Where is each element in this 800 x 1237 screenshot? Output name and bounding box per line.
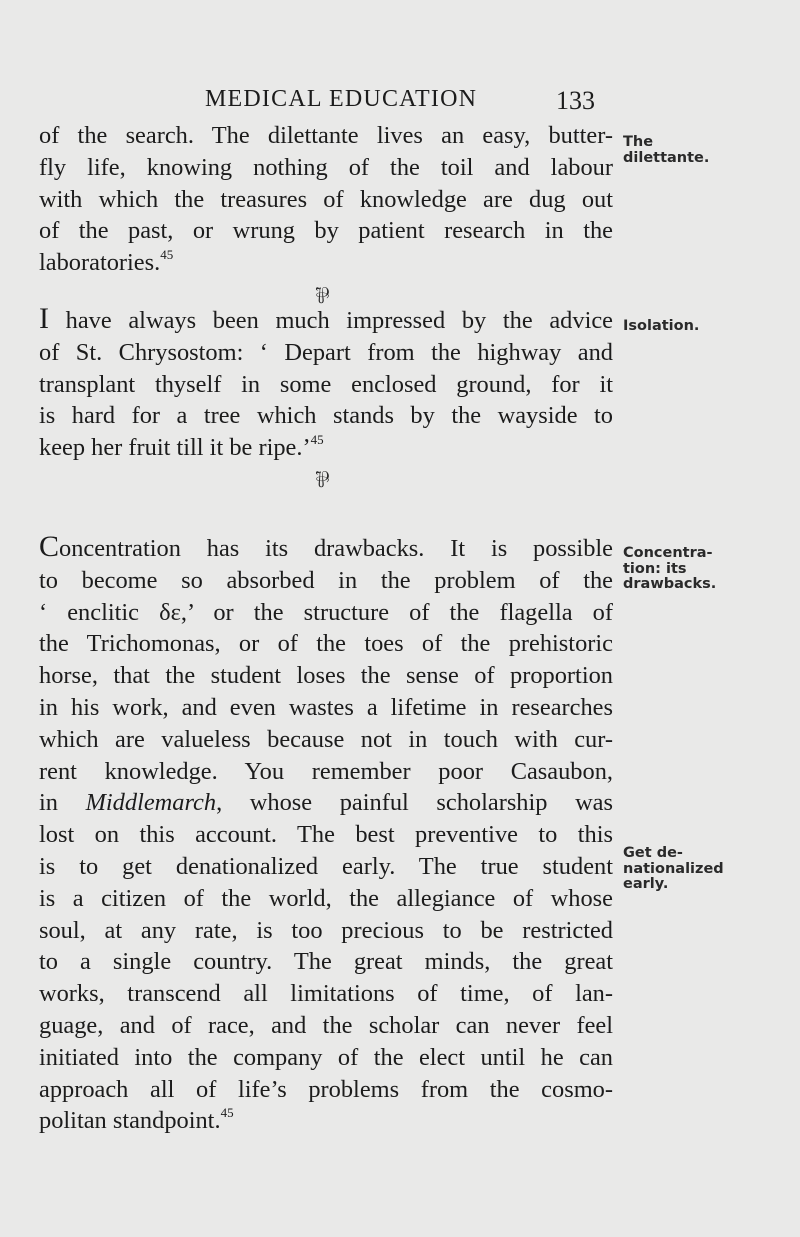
sidenote-line: early. <box>623 876 669 892</box>
sidenote-denationalized <box>623 846 793 893</box>
sidenote-line: Concentra- <box>623 545 713 561</box>
sidenote-line: Isolation. <box>623 318 700 334</box>
text-line: works, transcend all limitations of time, of lan- <box>39 980 613 1008</box>
text-line: to a single country. The great minds, the great <box>39 948 613 976</box>
dropcap: C <box>39 530 60 563</box>
text-line: lost on this account. The best preventive to this <box>39 821 613 849</box>
text-line: in Middlemarch, whose painful scholarship was <box>39 789 614 817</box>
running-title: MEDICAL EDUCATION <box>205 86 478 112</box>
sidenote-line: tion: its <box>623 560 687 577</box>
text-line: to become so absorbed in the problem of the <box>39 566 613 594</box>
text-line: with which the treasures of knowledge are dug out <box>39 185 613 213</box>
sidenote-line: nationalized <box>623 860 724 877</box>
text-line: is hard for a tree which stands by the wayside to <box>39 402 613 430</box>
text-line: Concentration has its drawbacks. It is possible <box>39 530 613 563</box>
text-line: transplant thyself in some enclosed ground, for it <box>39 370 613 398</box>
text-line: horse, that the student loses the sense of proportion <box>39 662 613 690</box>
text-line: of St. Chrysostom: ‘ Depart from the highway and <box>39 338 613 366</box>
paragraph-isolation <box>39 302 613 464</box>
text-line: which are valueless because not in touch with cur- <box>39 725 613 753</box>
page-number: 133 <box>556 86 595 115</box>
text-line: approach all of life’s problems from the cosmo- <box>39 1075 613 1103</box>
sidenote-isolation <box>623 319 793 335</box>
text-line: fly life, knowing nothing of the toil and labour <box>39 153 613 181</box>
sidenote-dilettante <box>623 135 793 166</box>
sidenote-line: drawbacks. <box>623 576 717 592</box>
dropcap: I <box>39 302 49 335</box>
footnote-ref: 45 <box>310 432 324 448</box>
sidenote-line: dilettante. <box>623 149 710 166</box>
text-line: politan standpoint.$^{45}$ <box>39 1105 234 1135</box>
text-line: I have always been much impressed by the advice <box>39 302 613 335</box>
text-line: keep her fruit till it be ripe.’$^{45}$ <box>39 432 324 462</box>
text-line: is to get denationalized early. The true student <box>39 852 613 880</box>
text-line: of the past, or wrung by patient research in the <box>39 217 613 245</box>
paragraph-concentration <box>39 530 614 1137</box>
text-line: in his work, and even wastes a lifetime in researches <box>39 693 613 721</box>
footnote-ref: 45 <box>220 1105 234 1121</box>
text-line: soul, at any rate, is too precious to be restricted <box>39 916 613 944</box>
text-line: of the search. The dilettante lives an easy, butter- <box>39 122 613 149</box>
footnote-ref: 45 <box>160 247 174 263</box>
text-line: is a citizen of the world, the allegiance of whose <box>39 884 613 912</box>
book-title: Middlemarch <box>85 789 217 817</box>
sidenote-line: Get de- <box>623 845 683 861</box>
section-ornament: ⅌ <box>315 283 330 308</box>
text-line: the Trichomonas, or of the toes of the prehistoric <box>39 630 613 658</box>
text-line: rent knowledge. You remember poor Casaubon, <box>39 757 613 785</box>
text-line: ‘ enclitic δε,’ or the structure of the flagella of <box>39 598 613 626</box>
text-line: guage, and of race, and the scholar can never feel <box>39 1011 613 1039</box>
text-line: initiated into the company of the elect until he can <box>39 1043 613 1071</box>
section-ornament: ⅌ <box>315 467 330 492</box>
paragraph-dilettante <box>39 120 613 279</box>
sidenote-concentration <box>623 546 793 593</box>
text-line: laboratories.$^{45}$ <box>39 247 174 277</box>
sidenote-line: The <box>623 134 654 150</box>
